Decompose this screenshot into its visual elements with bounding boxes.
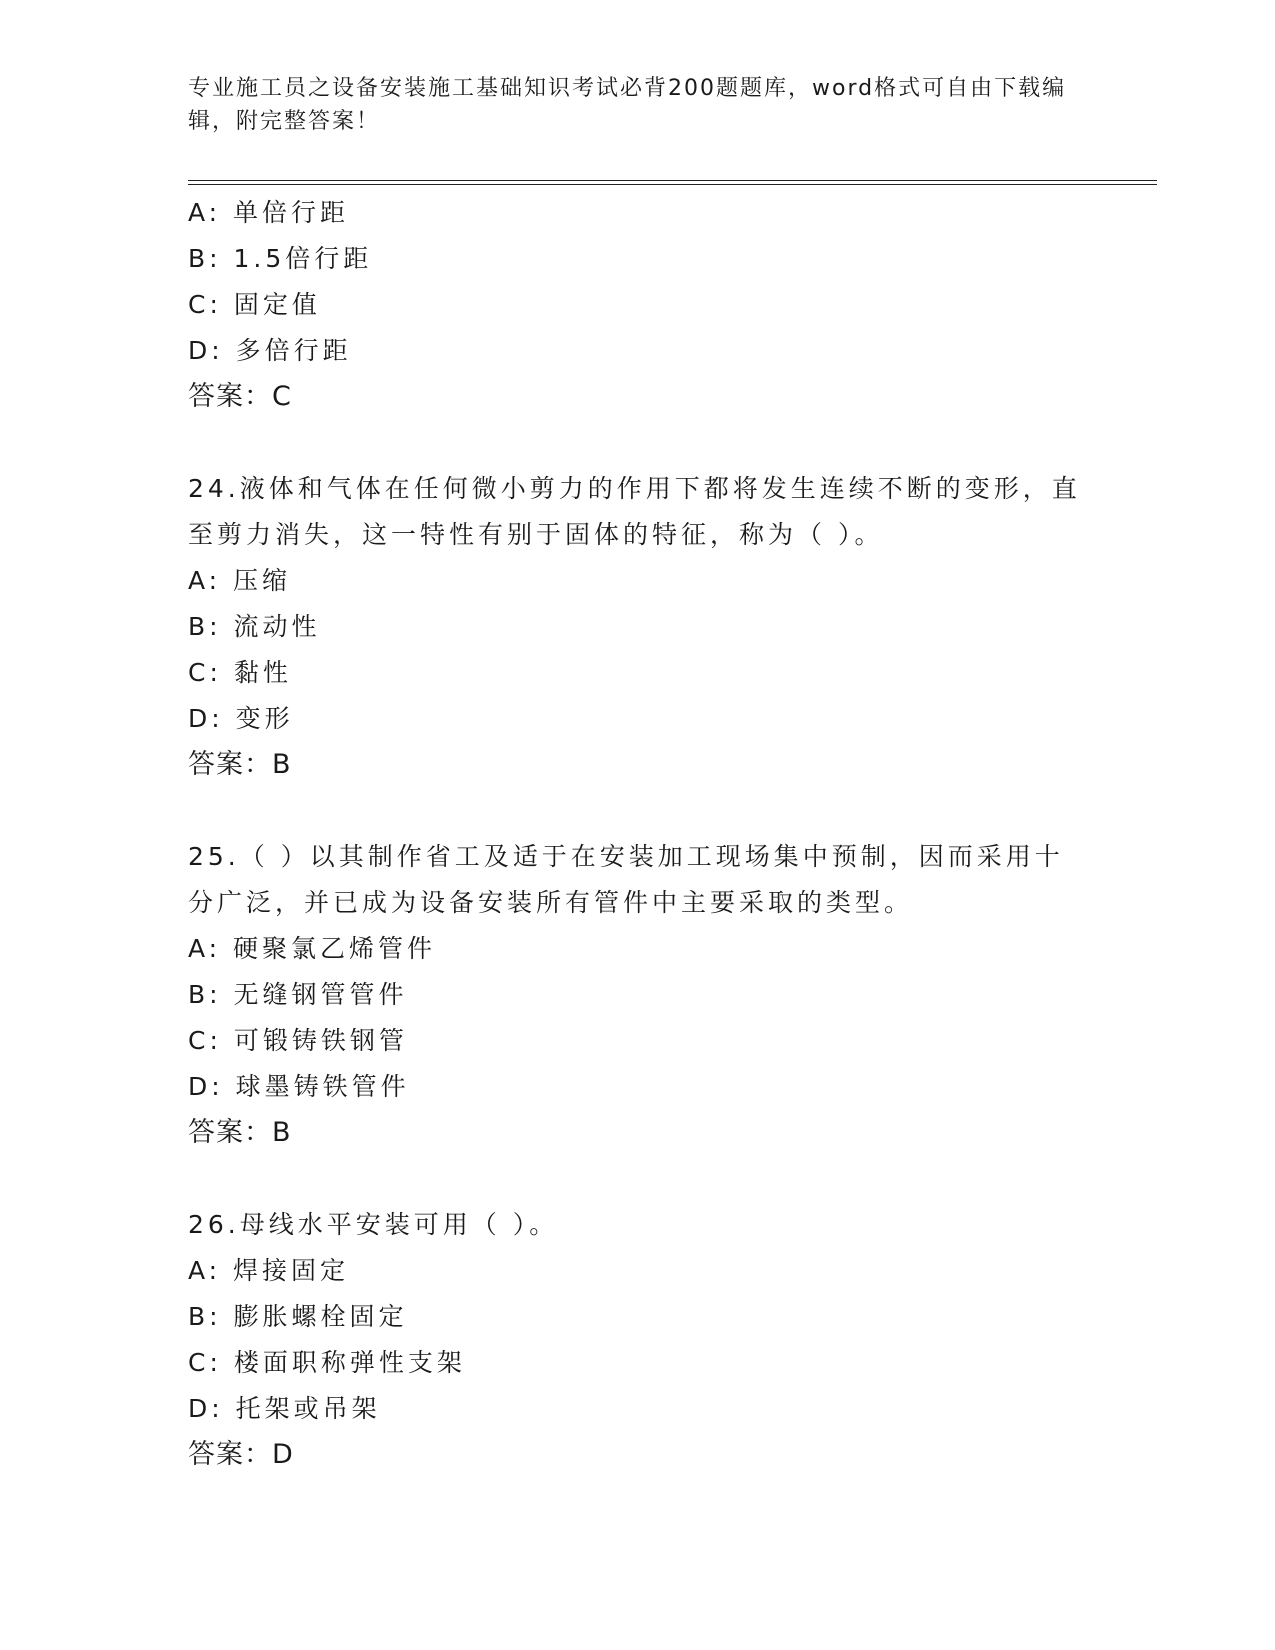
- question-25: [188, 834, 1088, 1156]
- header-rule-top: [188, 180, 1157, 181]
- option-c: C: 可锻铸铁钢管: [188, 1026, 408, 1055]
- answer: 答案：D: [188, 1439, 294, 1470]
- option-b: B: 无缝钢管管件: [188, 980, 408, 1009]
- option-d: D: 托架或吊架: [188, 1394, 381, 1423]
- question-stem: 24.液体和气体在任何微小剪力的作用下都将发生连续不断的变形，直: [188, 474, 1081, 503]
- spacer: [188, 1156, 1088, 1202]
- question-23: [188, 190, 1088, 420]
- option-b: B: 流动性: [188, 612, 321, 641]
- option-b: B: 膨胀螺栓固定: [188, 1302, 408, 1331]
- option-d: D: 多倍行距: [188, 336, 352, 365]
- option-d: D: 变形: [188, 704, 294, 733]
- option-c: C: 固定值: [188, 290, 321, 319]
- question-stem: 26.母线水平安装可用（ ）。: [188, 1210, 559, 1239]
- option-a: A: 压缩: [188, 566, 292, 595]
- question-stem: 25.（ ）以其制作省工及适于在安装加工现场集中预制，因而采用十: [188, 842, 1064, 871]
- header-rule-bottom: [188, 184, 1157, 185]
- option-b: B: 1.5倍行距: [188, 244, 373, 273]
- question-24: [188, 466, 1088, 788]
- option-a: A: 单倍行距: [188, 198, 350, 227]
- option-a: A: 焊接固定: [188, 1256, 350, 1285]
- question-stem-continued: 分广泛，并已成为设备安装所有管件中主要采取的类型。: [188, 888, 914, 917]
- question-26: [188, 1202, 1088, 1478]
- document-header: 专业施工员之设备安装施工基础知识考试必背200题题库，word格式可自由下载编辑，附完整答案！: [188, 76, 1067, 134]
- question-stem-continued: 至剪力消失，这一特性有别于固体的特征，称为（ ）。: [188, 520, 884, 549]
- option-c: C: 黏性: [188, 658, 292, 687]
- option-c: C: 楼面职称弹性支架: [188, 1348, 466, 1377]
- spacer: [188, 420, 1088, 466]
- answer: 答案：C: [188, 381, 292, 412]
- spacer: [188, 788, 1088, 834]
- question-list: [188, 190, 1088, 1478]
- answer: 答案：B: [188, 1117, 292, 1148]
- option-d: D: 球墨铸铁管件: [188, 1072, 410, 1101]
- answer: 答案：B: [188, 749, 292, 780]
- option-a: A: 硬聚氯乙烯管件: [188, 934, 437, 963]
